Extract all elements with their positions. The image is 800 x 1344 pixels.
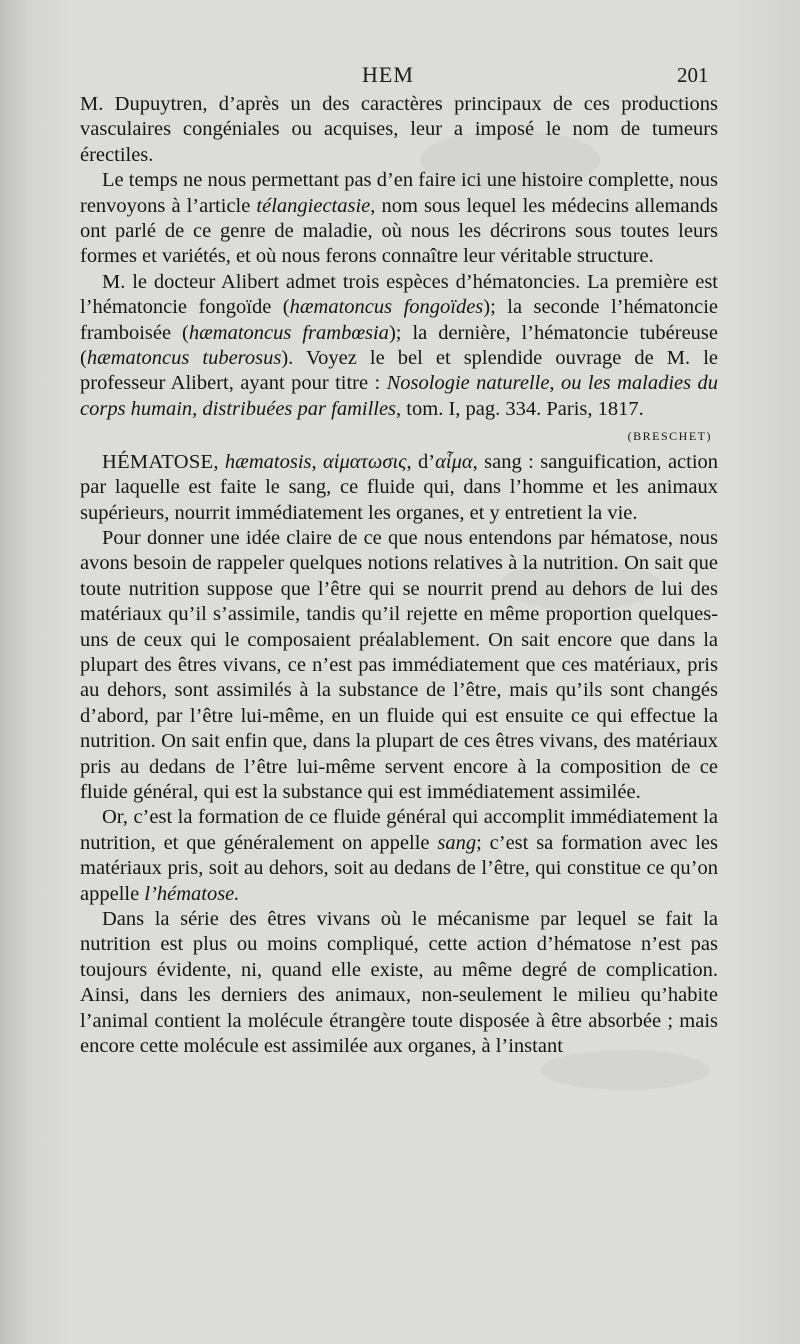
italic-term: hæmatoncus fongoïdes	[289, 296, 484, 319]
entry-greek-root: αἷμα	[435, 450, 473, 473]
paragraph-text: Or, c’est la formation de ce fluide général qui accomplit immédiatement la nutrition, et que généralement on appelle	[80, 806, 718, 854]
author-signature: (BRESCHET)	[627, 429, 712, 444]
paragraph	[80, 526, 718, 805]
paragraph-text: Le temps ne nous permettant pas d’en faire ici une histoire complette, nous renvoyons à l’article	[80, 169, 718, 217]
paragraph-text: , tom. I, pag. 334. Paris, 1817.	[396, 397, 644, 420]
dictionary-entry	[80, 450, 718, 526]
running-head: HEM	[362, 62, 414, 87]
page-header	[0, 62, 800, 92]
paragraph-text: , nom sous lequel les médecins allemands ont parlé de ce genre de maladie, où nous les décrirons sous toutes leurs formes et variétés, et où nous ferons connaître leur véritable structure.	[80, 194, 719, 268]
paragraph-text: Pour donner une idée claire de ce que nous entendons par hématose, nous avons besoin de rappeler quelques notions relatives à la nutrition. On sait que toute nutrition suppose que l’être qui se nourrit prend au dehors de lui des matériaux qu’il s’assimile, tandis qu’il rejette en même proportion quelques-uns de ceux qui le composaient préalablement. On sait encore que dans la plupart des êtres vivans, ce n’est pas immédiatement que ces matériaux, pris au dehors, sont assimilés à la substance de l’être, mais qu’ils sont changés d’abord, par l’être lui-même, en un fluide qui est ensuite ce qui effectue la nutrition. On sait enfin que, dans la plupart de ces êtres vivans, des matériaux pris au dedans de l’être lui-même servent encore à la composition de ce fluide général, qui est la substance qui est immédiatement assimilée.	[80, 526, 718, 803]
paragraph-text: Dans la série des êtres vivans où le mécanisme par lequel se fait la nutrition est plus ou moins compliqué, cette action d’hématose n’est pas toujours évidente, ni, quand elle existe, au même degré de complication. Ainsi, dans les derniers des animaux, non-seulement le milieu qu’habite l’animal contient la molécule étrangère toute disposée à être absorbée ; mais encore cette molécule est assimilée aux organes, à l’instant	[80, 908, 718, 1058]
paragraph-text: , d’	[406, 450, 436, 473]
italic-term: l’hématose.	[144, 882, 240, 905]
paragraph-text: M. Dupuytren, d’après un des caractères principaux de ces productions vasculaires congéniales ou acquises, leur a imposé le nom de tumeurs érectiles.	[80, 93, 718, 166]
page-number: 201	[677, 63, 709, 87]
italic-term: hæmatoncus frambœsia	[188, 321, 389, 344]
paragraph	[80, 805, 718, 907]
paragraph	[80, 168, 718, 270]
paragraph-text: M. le docteur Alibert admet trois espèces d’hématoncies. La première est l’hématoncie fongoïde (	[80, 270, 718, 319]
italic-term: sang	[437, 831, 477, 854]
italic-term: télangiectasie	[256, 194, 371, 217]
entry-latin: hæmatosis	[224, 450, 312, 473]
paragraph-text: ). Voyez le bel et splendide ouvrage de M. le professeur Alibert, ayant pour titre :	[80, 347, 718, 395]
paragraph-text: ; c’est sa formation avec les matériaux pris, soit au dehors, soit au dedans de l’être, qui constitue ce qu’on appelle	[80, 831, 718, 905]
entry-headword: HÉMATOSE	[102, 450, 214, 473]
paragraph-text: ,	[213, 450, 225, 473]
text-body	[80, 92, 718, 1059]
paragraph-text: ,	[311, 450, 324, 473]
italic-term: hæmatoncus tuberosus	[86, 347, 282, 370]
paragraph-text: , sang : sanguification, action par laquelle est faite le sang, ce fluide qui, dans l’homme et les animaux supérieurs, nourrit immédiatement les organes, et y entretient la vie.	[80, 450, 719, 524]
paragraph-continuation	[80, 92, 718, 168]
paragraph-text: ); la seconde l’hématoncie framboisée (	[80, 296, 718, 344]
paragraph-text: ); la dernière, l’hématoncie tubéreuse (	[80, 321, 718, 370]
italic-title: Nosologie naturelle, ou les maladies du corps humain, distribuées par familles	[80, 372, 719, 420]
entry-greek: αἱματωσις	[323, 450, 407, 473]
paragraph	[80, 270, 718, 450]
paragraph	[80, 907, 718, 1059]
